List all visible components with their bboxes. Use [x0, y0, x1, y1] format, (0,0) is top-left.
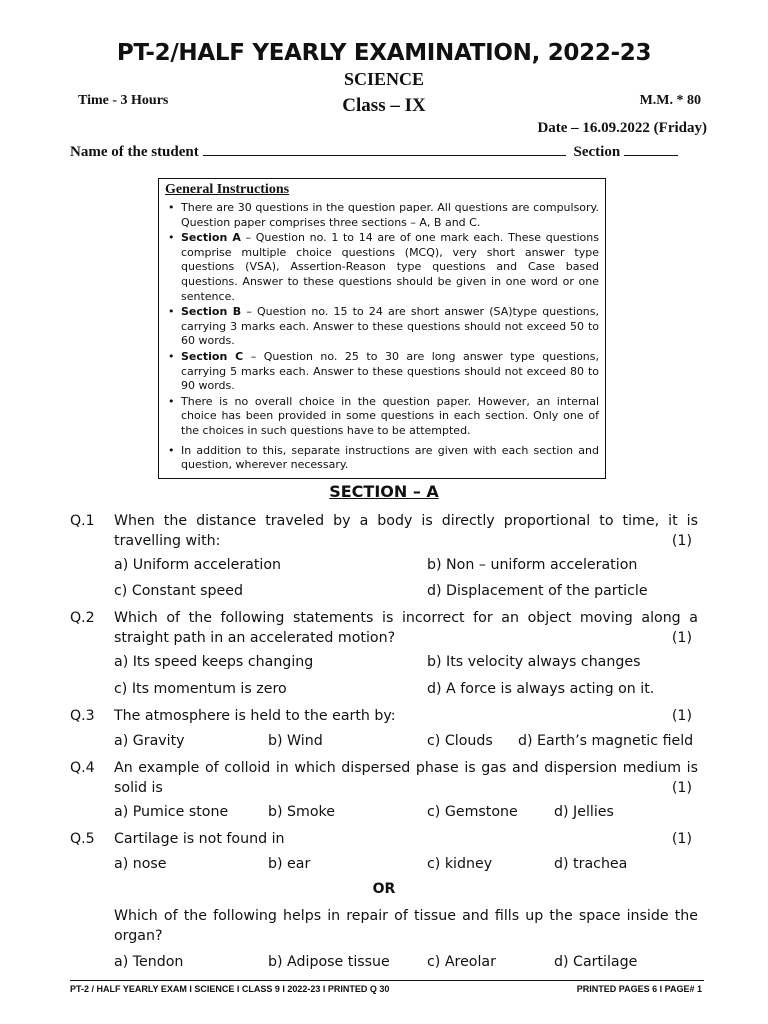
question-text: When the distance traveled by a body is directly proportional to time, it is travelling with:	[114, 513, 698, 549]
student-name-blank	[203, 143, 566, 156]
question-number: Q.3	[70, 708, 95, 724]
max-marks-label: M.M. * 80	[639, 93, 701, 108]
question-marks: (1)	[671, 533, 692, 549]
option-d: d) A force is always acting on it.	[427, 681, 655, 697]
question-text: The atmosphere is held to the earth by:	[114, 708, 396, 724]
instruction-item: • In addition to this, separate instructions are given with each section and question, wherever necessary.	[181, 444, 599, 473]
question-marks: (1)	[671, 831, 692, 847]
section-blank	[624, 143, 678, 156]
option-b: b) Wind	[268, 733, 323, 749]
option-d: d) Cartilage	[554, 954, 638, 970]
option-c: c) Clouds	[427, 733, 493, 749]
option-d: d) Earth’s magnetic field	[518, 733, 694, 749]
option-a: a) Gravity	[114, 733, 185, 749]
instruction-item: • There are 30 questions in the question paper. All questions are compulsory. Question paper comprises three sections – A, B and C.	[181, 201, 599, 230]
question-4	[70, 758, 698, 800]
footer-divider	[70, 980, 704, 981]
question-1	[70, 511, 698, 553]
option-b: b) Smoke	[268, 804, 335, 820]
question-text: An example of colloid in which dispersed phase is gas and dispersion medium is solid is	[114, 760, 698, 796]
instructions-title: General Instructions	[165, 182, 290, 197]
footer-left-text: PT-2 / HALF YEARLY EXAM I SCIENCE I CLASS 9 I 2022-23 I PRINTED Q 30	[70, 984, 390, 994]
option-a: a) nose	[114, 856, 167, 872]
question-text: Which of the following statements is incorrect for an object moving along a straight path in an accelerated motion?	[114, 610, 698, 646]
option-b: b) Non – uniform acceleration	[427, 557, 638, 573]
question-text: Cartilage is not found in	[114, 831, 285, 847]
option-c: c) kidney	[427, 856, 493, 872]
exam-title: PT-2/HALF YEARLY EXAMINATION, 2022-23	[116, 40, 652, 66]
option-b: b) Its velocity always changes	[427, 654, 641, 670]
student-name-row	[70, 143, 700, 161]
question-2	[70, 608, 698, 650]
section-a-heading: SECTION – A	[329, 482, 439, 501]
option-d: d) Jellies	[554, 804, 614, 820]
section-label: Section	[573, 144, 621, 160]
instruction-item: • Section A – Question no. 1 to 14 are of one mark each. These questions comprise multiple choice questions (MCQ), very short answer type questions (VSA), Assertion-Reason type questions and Case based questions. Answer to these questions should be given in one word or one sentence.	[181, 231, 599, 304]
instruction-item: • There is no overall choice in the question paper. However, an internal choice has been provided in some questions in each section. Only one of the choices in such questions have to be attempted.	[181, 395, 599, 439]
instruction-item: • Section C – Question no. 25 to 30 are long answer type questions, carrying 5 marks each. Answer to these questions should not exceed 80 to 90 words.	[181, 350, 599, 394]
option-a: a) Its speed keeps changing	[114, 654, 314, 670]
question-number: Q.5	[70, 831, 95, 847]
footer-page-info: PRINTED PAGES 6 I PAGE# 1	[576, 984, 702, 994]
option-a: a) Tendon	[114, 954, 184, 970]
option-c: c) Its momentum is zero	[114, 681, 287, 697]
option-a: a) Pumice stone	[114, 804, 229, 820]
question-number: Q.2	[70, 610, 95, 626]
option-c: c) Areolar	[427, 954, 496, 970]
question-marks: (1)	[671, 780, 692, 796]
subject-title: SCIENCE	[343, 69, 425, 89]
option-c: c) Gemstone	[427, 804, 518, 820]
option-b: b) ear	[268, 856, 311, 872]
option-d: d) trachea	[554, 856, 628, 872]
alternate-question-5	[70, 906, 698, 948]
instruction-item: • Section B – Question no. 15 to 24 are short answer (SA)type questions, carrying 3 marks each. Answer to these questions should not exceed 50 to 60 words.	[181, 305, 599, 349]
question-marks: (1)	[671, 630, 692, 646]
instructions-list	[165, 201, 599, 473]
student-name-label: Name of the student	[70, 144, 199, 160]
option-b: b) Adipose tissue	[268, 954, 390, 970]
question-5	[70, 829, 698, 851]
question-text: Which of the following helps in repair of tissue and fills up the space inside the organ?	[114, 908, 698, 944]
class-label: Class – IX	[342, 95, 426, 116]
option-d: d) Displacement of the particle	[427, 583, 648, 599]
time-label: Time - 3 Hours	[78, 93, 169, 108]
or-divider: OR	[372, 881, 396, 897]
option-c: c) Constant speed	[114, 583, 243, 599]
question-number: Q.1	[70, 513, 95, 529]
date-label: Date – 16.09.2022 (Friday)	[537, 120, 707, 136]
question-3	[70, 706, 698, 728]
option-a: a) Uniform acceleration	[114, 557, 282, 573]
question-marks: (1)	[671, 708, 692, 724]
general-instructions-box	[158, 178, 606, 479]
question-number: Q.4	[70, 760, 95, 776]
